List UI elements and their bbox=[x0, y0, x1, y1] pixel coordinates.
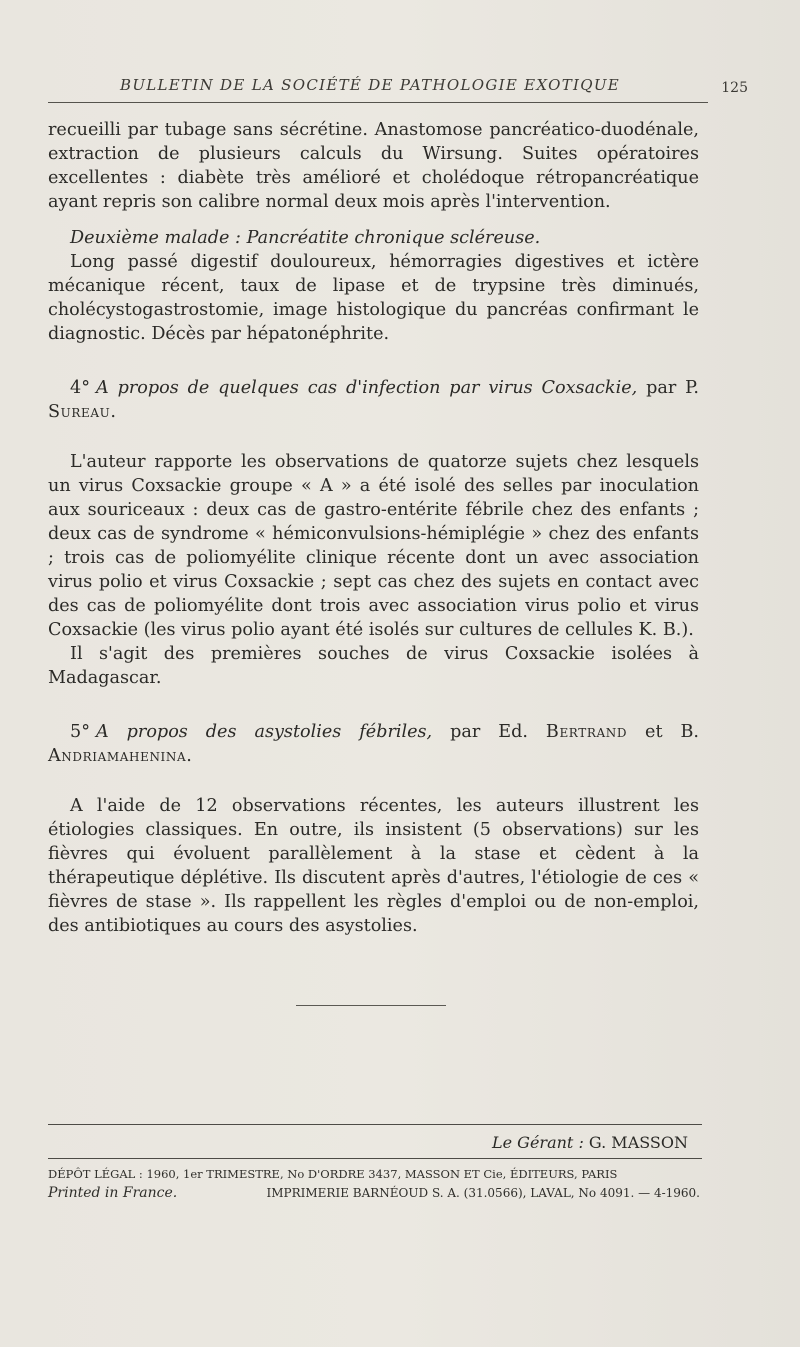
second-patient-heading: Deuxième malade : Pancréatite chronique scléreuse. bbox=[70, 228, 541, 248]
section-4-heading bbox=[48, 376, 699, 424]
paragraph-second-patient: Long passé digestif douloureux, hémorragies digestives et ictère mécanique récent, taux de lipase et de trypsine très diminués, cholécystogastrostomie, image histologique du pancréas confirmant le diagnostic. Décès par hépatonéphrite. bbox=[48, 252, 699, 344]
section-5-title: A propos des asystolies fébriles, bbox=[96, 722, 433, 742]
imprint-block bbox=[48, 1165, 700, 1203]
section-4-number: 4° bbox=[70, 378, 90, 398]
gerant-name: G. MASSON bbox=[588, 1133, 688, 1152]
header-rule bbox=[48, 102, 708, 103]
paragraph-coxsackie: L'auteur rapporte les observations de quatorze sujets chez lesquels un virus Coxsackie groupe « A » a été isolé des selles par inoculation aux souriceaux : deux cas de gastro-entérite fébrile chez des enfants ; deux cas de syndrome « hémiconvulsions-hémiplégie » chez des enfants ; trois cas de poliomyélite clinique récente dont un avec association virus polio et virus Coxsackie ; sept cas chez des sujets en contact avec des cas de poliomyélite dont trois avec association virus polio et virus Coxsackie (les virus polio ayant été isolés sur cultures de cellules K. B.). bbox=[48, 452, 699, 640]
running-title: BULLETIN DE LA SOCIÉTÉ DE PATHOLOGIE EXOTIQUE bbox=[120, 76, 621, 94]
printed-in-france: Printed in France. bbox=[48, 1185, 178, 1201]
gerant-label: Le Gérant : bbox=[492, 1133, 584, 1152]
printer-info: IMPRIMERIE BARNÉOUD S. A. (31.0566), LAVAL, No 4091. — 4-1960. bbox=[266, 1186, 700, 1200]
section-5-author-2: Andriamahenina bbox=[48, 746, 187, 766]
paragraph-asystolies: A l'aide de 12 observations récentes, les auteurs illustrent les étiologies classiques. En outre, ils insistent (5 observations) sur les fièvres qui évoluent parallèlement à la stase et cèdent à la thérapeutique déplétive. Ils discutent après d'autres, l'étiologie de ces « fièvres de stase ». Ils rappellent les règles d'emploi ou de non-emploi, des antibiotiques au cours des asystolies. bbox=[48, 796, 699, 936]
section-4-title: A propos de quelques cas d'infection par virus Coxsackie, bbox=[96, 378, 638, 398]
imprint-line-2 bbox=[48, 1184, 700, 1203]
paragraph-madagascar: Il s'agit des premières souches de virus Coxsackie isolées à Madagascar. bbox=[48, 644, 699, 688]
section-5-end: . bbox=[186, 746, 192, 766]
imprint-line-1 bbox=[48, 1165, 700, 1184]
article-body bbox=[48, 118, 699, 938]
section-end-rule bbox=[296, 1005, 446, 1006]
section-5-and: et B. bbox=[627, 722, 699, 742]
section-5-by: par Ed. bbox=[432, 722, 546, 742]
gerant-line bbox=[492, 1133, 688, 1152]
page-header bbox=[50, 76, 748, 102]
section-5-number: 5° bbox=[70, 722, 90, 742]
paragraph-continuation: recueilli par tubage sans sécrétine. Anastomose pancréatico-duodénale, extraction de plusieurs calculs du Wirsung. Suites opératoires excellentes : diabète très amélioré et cholédoque rétropancréatique ayant repris son calibre normal deux mois après l'intervention. bbox=[48, 120, 699, 212]
section-5-author-1: Bertrand bbox=[545, 722, 628, 742]
legal-deposit: DÉPÔT LÉGAL : 1960, 1er TRIMESTRE, No D'ORDRE 3437, MASSON ET Cie, ÉDITEURS, PARIS bbox=[48, 1167, 618, 1181]
page-number: 125 bbox=[721, 80, 748, 96]
footer-rule-bottom bbox=[48, 1158, 702, 1159]
section-5-heading bbox=[48, 720, 699, 768]
section-4-author: Sureau bbox=[48, 402, 111, 422]
footer-rule-top bbox=[48, 1124, 702, 1125]
section-4-end: . bbox=[110, 402, 116, 422]
section-4-by: par P. bbox=[637, 378, 699, 398]
